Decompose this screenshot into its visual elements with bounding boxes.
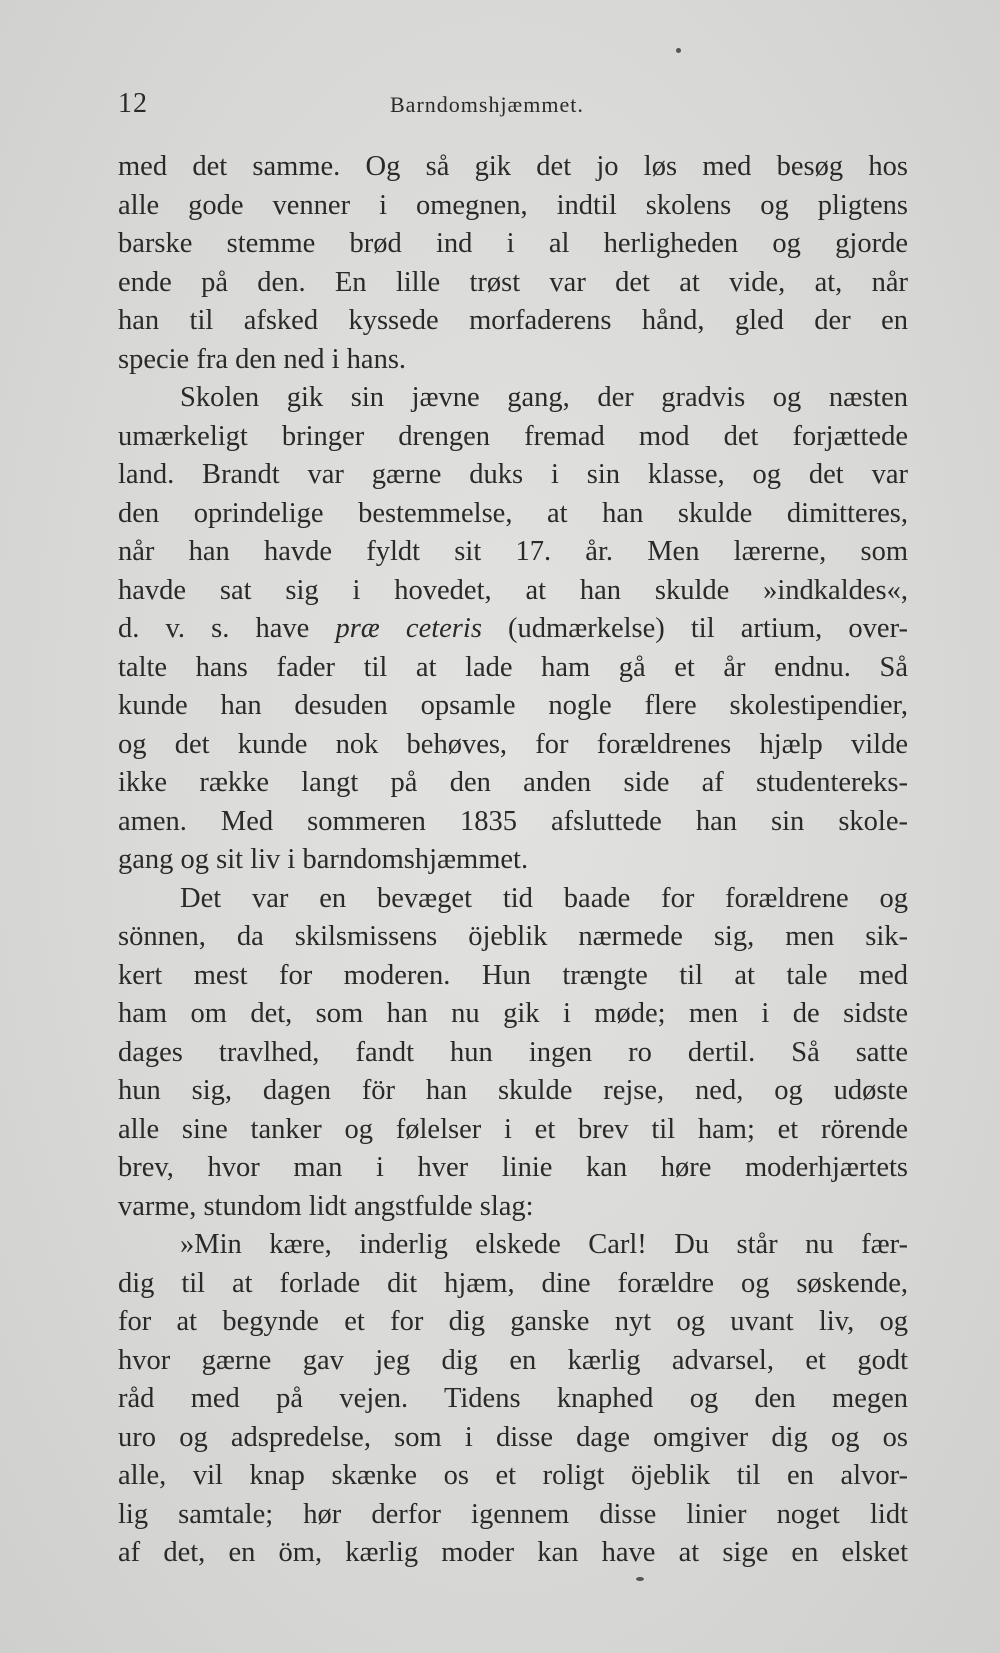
text-line: uro og adspredelse, som i disse dage omgiver dig og os	[118, 1421, 908, 1453]
text-line: hvor gærne gav jeg dig en kærlig advarsel, et godt	[118, 1344, 908, 1376]
text-line: dages travlhed, fandt hun ingen ro dertil. Så satte	[118, 1036, 908, 1068]
text-line: umærkeligt bringer drengen fremad mod det forjættede	[118, 420, 908, 452]
text-line: amen. Med sommeren 1835 afsluttede han sin skole-	[118, 805, 908, 837]
text-span: (udmærkelse) til artium, over-	[481, 613, 908, 644]
text-line: dig til at forlade dit hjæm, dine forældre og søskende,	[118, 1267, 908, 1299]
text-line: ende på den. En lille trøst var det at vide, at, når	[118, 266, 908, 298]
text-line: barske stemme brød ind i al herligheden og gjorde	[118, 228, 908, 259]
text-line: alle, vil knap skænke os et roligt öjeblik til en alvor-	[118, 1460, 908, 1491]
text-line: af det, en öm, kærlig moder kan have at sige en elsket	[118, 1537, 908, 1568]
text-line: han til afsked kyssede morfaderens hånd, gled der en	[118, 305, 908, 336]
text-line: gang og sit liv i barndomshjæmmet.	[118, 844, 529, 875]
text-line: hun sig, dagen för han skulde rejse, ned, og udøste	[118, 1075, 908, 1106]
paragraph-first-line: Skolen gik sin jævne gang, der gradvis og næsten	[180, 382, 908, 413]
text-span: d. v. s. have	[118, 613, 336, 644]
text-line: sönnen, da skilsmissens öjeblik nærmede sig, men sik-	[118, 921, 908, 952]
text-line: ikke række langt på den anden side af studentereks-	[118, 767, 908, 798]
text-line: kert mest for moderen. Hun trængte til at tale med	[118, 959, 908, 991]
text-line: ham om det, som han nu gik i møde; men i de sidste	[118, 998, 908, 1029]
ink-speck	[676, 48, 681, 53]
text-line: kunde han desuden opsamle nogle flere skolestipendier,	[118, 690, 908, 721]
text-line-mixed	[118, 610, 908, 649]
page-header	[118, 88, 908, 128]
text-line: varme, stundom lidt angstfulde slag:	[118, 1190, 534, 1222]
text-line: specie fra den ned i hans.	[118, 343, 407, 375]
text-line: den oprindelige bestemmelse, at han skulde dimitteres,	[118, 497, 908, 529]
text-line: alle sine tanker og følelser i et brev til ham; et rörende	[118, 1113, 908, 1145]
text-line: havde sat sig i hovedet, at han skulde »indkaldes«,	[118, 574, 908, 606]
paragraph-first-line: »Min kære, inderlig elskede Carl! Du står nu fær-	[180, 1229, 908, 1260]
paragraph-first-line: Det var en bevæget tid baade for forældrene og	[180, 882, 908, 914]
text-line: for at begynde et for dig ganske nyt og uvant liv, og	[118, 1306, 908, 1337]
page-number: 12	[118, 88, 148, 119]
text-line: land. Brandt var gærne duks i sin klasse, og det var	[118, 459, 908, 490]
text-line: lig samtale; hør derfor igennem disse linier noget lidt	[118, 1498, 908, 1530]
text-line: og det kunde nok behøves, for forældrenes hjælp vilde	[118, 728, 908, 760]
italic-phrase: præ ceteris	[335, 613, 482, 644]
text-line: råd med på vejen. Tidens knaphed og den megen	[118, 1383, 908, 1414]
ink-speck	[636, 1577, 644, 1581]
body-text	[118, 148, 908, 1573]
text-line: alle gode venner i omegnen, indtil skolens og pligtens	[118, 189, 908, 221]
text-line: når han havde fyldt sit 17. år. Men lærerne, som	[118, 536, 908, 567]
running-title: Barndomshjæmmet.	[390, 92, 584, 117]
text-line: med det samme. Og så gik det jo løs med besøg hos	[118, 151, 908, 182]
text-line: talte hans fader til at lade ham gå et år endnu. Så	[118, 651, 908, 683]
text-line: brev, hvor man i hver linie kan høre moderhjærtets	[118, 1152, 908, 1183]
